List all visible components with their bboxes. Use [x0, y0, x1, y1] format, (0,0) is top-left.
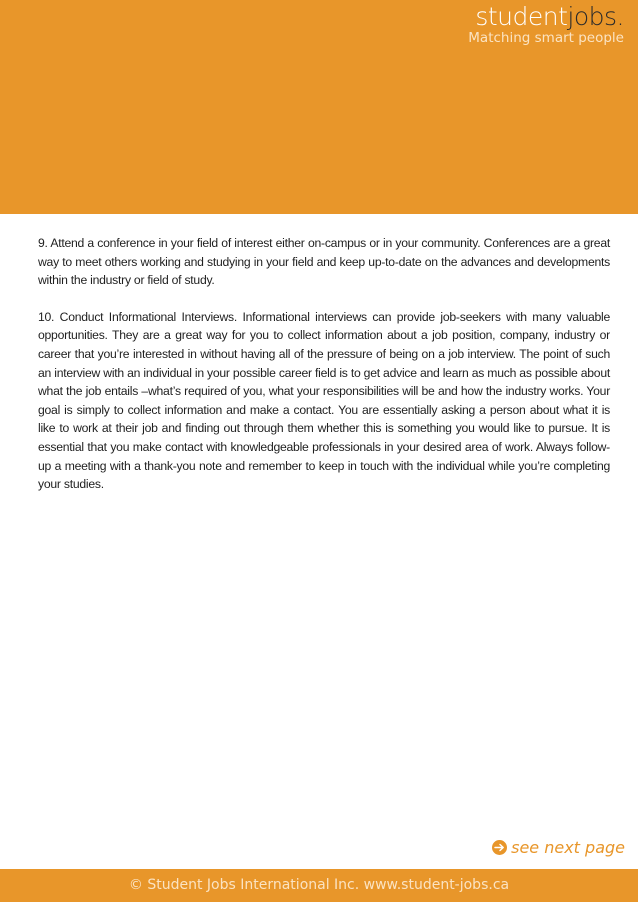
brand-wordmark [468, 2, 624, 32]
see-next-page-link[interactable] [492, 838, 625, 857]
brand-logo [468, 2, 624, 46]
header-band [0, 0, 638, 214]
brand-tagline: Matching smart people [468, 30, 624, 46]
brand-name-jobs: jobs. [567, 2, 624, 31]
paragraph-conference: 9. Attend a conference in your field of interest either on-campus or in your community. Conferences are a great way to meet others working and studying in your field and keep up-to-date on the advances and developments within the industry or field of study. [38, 236, 610, 288]
document-body [38, 234, 610, 512]
see-next-page-label: see next page [511, 838, 625, 857]
footer-band [0, 869, 638, 902]
arrow-right-circle-icon [492, 840, 507, 855]
footer-copyright: © Student Jobs International Inc. www.student-jobs.ca [128, 877, 510, 893]
brand-name-student: student [475, 2, 568, 31]
paragraph-informational-interviews: 10. Conduct Informational Interviews. Informational interviews can provide job-seekers with many valuable opportunities. They are a great way for you to collect information about a job position, company, industry or career that you’re interested in without having all of the pressure of being on a job interview. The point of such an interview with an individual in your possible career field is to get advice and learn as much as possible about what the job entails –what’s required of you, what your responsibilities will be and how the industry works. Your goal is simply to collect information and make a contact. You are essentially asking a person about what it is like to work at their job and finding out through them whether this is something you would like to pursue. It is essential that you make contact with knowledgeable professionals in your desired area of work. Always follow-up a meeting with a thank-you note and remember to keep in touch with the individual while you’re completing your studies. [38, 309, 610, 492]
